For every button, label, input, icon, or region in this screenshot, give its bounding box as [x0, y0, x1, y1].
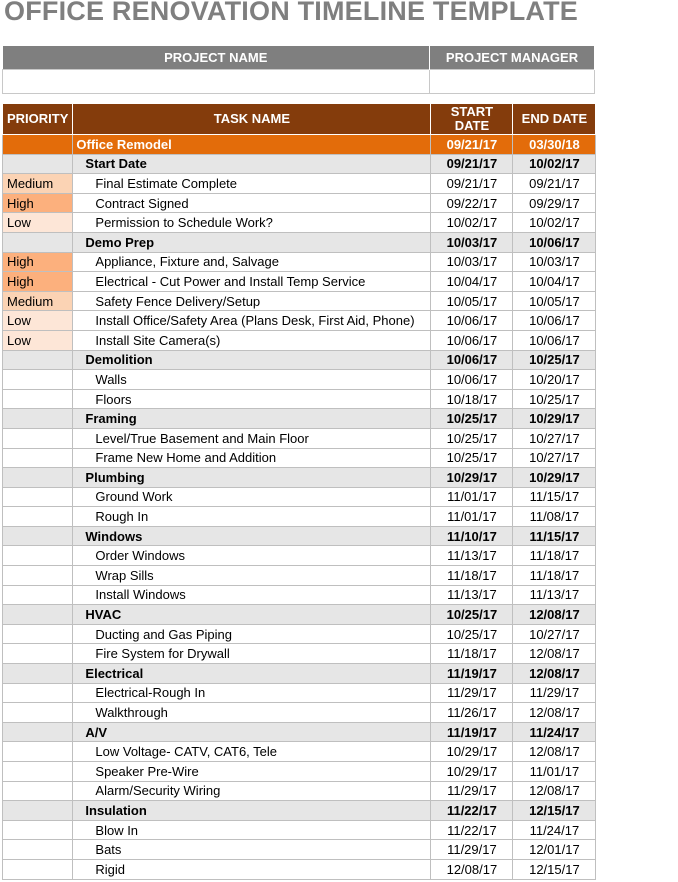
page-title: OFFICE RENOVATION TIMELINE TEMPLATE — [4, 0, 578, 26]
project-manager-field[interactable] — [430, 70, 595, 94]
task-name-cell[interactable]: Walls — [73, 370, 431, 390]
start-date-cell[interactable]: 11/18/17 — [431, 566, 513, 586]
end-date-cell[interactable]: 11/13/17 — [513, 585, 596, 605]
task-row — [3, 840, 596, 860]
end-date-cell[interactable]: 12/01/17 — [513, 840, 596, 860]
priority-cell[interactable] — [3, 370, 73, 390]
task-row — [3, 448, 596, 468]
task-name-cell[interactable]: Install Office/Safety Area (Plans Desk, First Aid, Phone) — [73, 311, 431, 331]
task-row — [3, 683, 596, 703]
project-name-field[interactable] — [3, 70, 430, 94]
phase-row — [3, 350, 596, 370]
priority-cell[interactable]: High — [3, 272, 73, 292]
start-date-cell[interactable]: 10/25/17 — [431, 624, 513, 644]
start-date-cell[interactable]: 10/25/17 — [431, 605, 513, 625]
task-name-cell[interactable]: Floors — [73, 389, 431, 409]
priority-cell[interactable]: Low — [3, 213, 73, 233]
end-date-cell[interactable]: 10/04/17 — [513, 272, 596, 292]
task-name-cell[interactable]: Electrical — [73, 664, 431, 684]
end-date-cell[interactable]: 10/03/17 — [513, 252, 596, 272]
task-row — [3, 487, 596, 507]
start-date-cell[interactable]: 10/06/17 — [431, 370, 513, 390]
task-row — [3, 507, 596, 527]
end-date-cell[interactable]: 11/18/17 — [513, 566, 596, 586]
task-name-cell[interactable]: Install Site Camera(s) — [73, 330, 431, 350]
end-date-cell[interactable]: 10/27/17 — [513, 448, 596, 468]
task-row — [3, 174, 596, 194]
start-date-cell[interactable]: 11/22/17 — [431, 820, 513, 840]
task-name-cell[interactable]: Walkthrough — [73, 703, 431, 723]
start-date-cell[interactable]: 10/25/17 — [431, 448, 513, 468]
task-name-cell[interactable]: Rough In — [73, 507, 431, 527]
timeline-table — [2, 103, 596, 880]
task-name-cell[interactable]: Final Estimate Complete — [73, 174, 431, 194]
priority-cell[interactable]: High — [3, 193, 73, 213]
priority-cell[interactable] — [3, 526, 73, 546]
phase-row — [3, 722, 596, 742]
task-row — [3, 585, 596, 605]
task-name-cell[interactable]: Demolition — [73, 350, 431, 370]
project-name-label: PROJECT NAME — [3, 46, 430, 70]
end-date-cell[interactable]: 12/15/17 — [513, 859, 596, 879]
priority-cell[interactable] — [3, 722, 73, 742]
end-date-cell[interactable]: 11/15/17 — [513, 487, 596, 507]
task-name-cell[interactable]: Plumbing — [73, 468, 431, 488]
task-name-cell[interactable]: Windows — [73, 526, 431, 546]
end-date-cell[interactable]: 10/05/17 — [513, 291, 596, 311]
start-date-cell[interactable]: 10/06/17 — [431, 350, 513, 370]
task-row — [3, 624, 596, 644]
task-row — [3, 762, 596, 782]
end-date-cell[interactable]: 12/08/17 — [513, 781, 596, 801]
task-row — [3, 370, 596, 390]
task-row — [3, 272, 596, 292]
timeline-rows — [3, 135, 596, 880]
task-name-cell[interactable]: Contract Signed — [73, 193, 431, 213]
start-date-cell[interactable]: 11/13/17 — [431, 585, 513, 605]
start-date-cell[interactable]: 10/25/17 — [431, 409, 513, 429]
end-date-cell[interactable]: 10/27/17 — [513, 428, 596, 448]
start-date-cell[interactable]: 10/06/17 — [431, 311, 513, 331]
end-date-cell[interactable]: 12/08/17 — [513, 664, 596, 684]
priority-cell[interactable]: High — [3, 252, 73, 272]
task-name-cell[interactable]: Office Remodel — [73, 135, 431, 155]
task-row — [3, 781, 596, 801]
phase-row — [3, 801, 596, 821]
priority-cell[interactable] — [3, 428, 73, 448]
start-date-cell[interactable]: 10/03/17 — [431, 252, 513, 272]
start-date-cell[interactable]: 10/18/17 — [431, 389, 513, 409]
start-date-cell[interactable]: 10/03/17 — [431, 232, 513, 252]
task-name-cell[interactable]: A/V — [73, 722, 431, 742]
task-name-cell[interactable]: Ground Work — [73, 487, 431, 507]
priority-cell[interactable] — [3, 546, 73, 566]
priority-cell[interactable] — [3, 409, 73, 429]
priority-column-header: PRIORITY — [3, 104, 73, 135]
start-date-cell[interactable]: 10/29/17 — [431, 468, 513, 488]
task-name-cell[interactable]: Insulation — [73, 801, 431, 821]
phase-row — [3, 468, 596, 488]
end-date-cell[interactable]: 10/02/17 — [513, 154, 596, 174]
priority-cell[interactable] — [3, 801, 73, 821]
task-row — [3, 820, 596, 840]
task-name-cell[interactable]: HVAC — [73, 605, 431, 625]
end-date-cell[interactable]: 10/29/17 — [513, 468, 596, 488]
table-header-row — [3, 104, 596, 135]
end-date-cell[interactable]: 11/24/17 — [513, 722, 596, 742]
phase-row — [3, 154, 596, 174]
priority-cell[interactable] — [3, 644, 73, 664]
task-name-cell[interactable]: Alarm/Security Wiring — [73, 781, 431, 801]
task-name-cell[interactable]: Blow In — [73, 820, 431, 840]
task-name-cell[interactable]: Demo Prep — [73, 232, 431, 252]
end-date-cell[interactable]: 03/30/18 — [513, 135, 596, 155]
priority-cell[interactable] — [3, 389, 73, 409]
task-name-cell[interactable]: Install Windows — [73, 585, 431, 605]
start-date-cell[interactable]: 11/10/17 — [431, 526, 513, 546]
start-date-cell[interactable]: 11/29/17 — [431, 683, 513, 703]
end-date-cell[interactable]: 12/08/17 — [513, 605, 596, 625]
task-row — [3, 193, 596, 213]
priority-cell[interactable] — [3, 742, 73, 762]
start-date-cell[interactable]: 11/22/17 — [431, 801, 513, 821]
task-name-cell[interactable]: Appliance, Fixture and, Salvage — [73, 252, 431, 272]
task-name-cell[interactable]: Rigid — [73, 859, 431, 879]
end-date-column-header: END DATE — [513, 104, 596, 135]
task-name-cell[interactable]: Safety Fence Delivery/Setup — [73, 291, 431, 311]
priority-cell[interactable] — [3, 154, 73, 174]
start-date-cell[interactable]: 10/29/17 — [431, 742, 513, 762]
start-date-cell[interactable]: 09/21/17 — [431, 135, 513, 155]
start-date-cell[interactable]: 11/19/17 — [431, 722, 513, 742]
priority-cell[interactable] — [3, 820, 73, 840]
task-name-column-header: TASK NAME — [73, 104, 431, 135]
end-date-cell[interactable]: 10/20/17 — [513, 370, 596, 390]
start-date-cell[interactable]: 11/13/17 — [431, 546, 513, 566]
priority-cell[interactable] — [3, 840, 73, 860]
start-date-cell[interactable]: 10/06/17 — [431, 330, 513, 350]
start-date-cell[interactable]: 10/29/17 — [431, 762, 513, 782]
start-date-cell[interactable]: 11/26/17 — [431, 703, 513, 723]
end-date-cell[interactable]: 10/06/17 — [513, 330, 596, 350]
end-date-cell[interactable]: 11/29/17 — [513, 683, 596, 703]
priority-cell[interactable] — [3, 781, 73, 801]
task-row — [3, 859, 596, 879]
task-name-cell[interactable]: Framing — [73, 409, 431, 429]
priority-cell[interactable] — [3, 448, 73, 468]
task-name-cell[interactable]: Electrical - Cut Power and Install Temp Service — [73, 272, 431, 292]
priority-cell[interactable] — [3, 664, 73, 684]
priority-cell[interactable] — [3, 566, 73, 586]
priority-cell[interactable]: Medium — [3, 291, 73, 311]
task-row — [3, 291, 596, 311]
task-row — [3, 213, 596, 233]
end-date-cell[interactable]: 11/24/17 — [513, 820, 596, 840]
priority-cell[interactable] — [3, 762, 73, 782]
task-row — [3, 644, 596, 664]
start-date-cell[interactable]: 09/21/17 — [431, 154, 513, 174]
task-row — [3, 742, 596, 762]
start-date-cell[interactable]: 11/29/17 — [431, 781, 513, 801]
project-info-table — [2, 46, 595, 94]
end-date-cell[interactable]: 12/15/17 — [513, 801, 596, 821]
end-date-cell[interactable]: 10/27/17 — [513, 624, 596, 644]
task-row — [3, 330, 596, 350]
task-name-cell[interactable]: Frame New Home and Addition — [73, 448, 431, 468]
start-date-cell[interactable]: 10/25/17 — [431, 428, 513, 448]
task-row — [3, 389, 596, 409]
task-name-cell[interactable]: Electrical-Rough In — [73, 683, 431, 703]
task-row — [3, 566, 596, 586]
priority-cell[interactable]: Medium — [3, 174, 73, 194]
priority-cell[interactable] — [3, 624, 73, 644]
start-date-cell[interactable]: 11/18/17 — [431, 644, 513, 664]
start-date-cell[interactable]: 12/08/17 — [431, 859, 513, 879]
project-manager-label: PROJECT MANAGER — [430, 46, 595, 70]
end-date-cell[interactable]: 09/21/17 — [513, 174, 596, 194]
start-date-cell[interactable]: 11/01/17 — [431, 487, 513, 507]
end-date-cell[interactable]: 10/29/17 — [513, 409, 596, 429]
end-date-cell[interactable]: 11/01/17 — [513, 762, 596, 782]
priority-cell[interactable] — [3, 487, 73, 507]
end-date-cell[interactable]: 11/08/17 — [513, 507, 596, 527]
task-row — [3, 252, 596, 272]
phase-row — [3, 232, 596, 252]
priority-cell[interactable] — [3, 703, 73, 723]
end-date-cell[interactable]: 12/08/17 — [513, 703, 596, 723]
task-row — [3, 703, 596, 723]
priority-cell[interactable] — [3, 585, 73, 605]
priority-cell[interactable] — [3, 468, 73, 488]
task-name-cell[interactable]: Permission to Schedule Work? — [73, 213, 431, 233]
task-name-cell[interactable]: Wrap Sills — [73, 566, 431, 586]
task-name-cell[interactable]: Fire System for Drywall — [73, 644, 431, 664]
phase-row — [3, 409, 596, 429]
priority-cell[interactable] — [3, 683, 73, 703]
end-date-cell[interactable]: 09/29/17 — [513, 193, 596, 213]
task-name-cell[interactable]: Speaker Pre-Wire — [73, 762, 431, 782]
phase-row — [3, 526, 596, 546]
end-date-cell[interactable]: 11/18/17 — [513, 546, 596, 566]
priority-cell[interactable] — [3, 232, 73, 252]
start-date-column-header: START DATE — [431, 104, 513, 135]
start-date-cell[interactable]: 10/05/17 — [431, 291, 513, 311]
end-date-cell[interactable]: 12/08/17 — [513, 644, 596, 664]
priority-cell[interactable]: Low — [3, 330, 73, 350]
start-date-cell[interactable]: 11/29/17 — [431, 840, 513, 860]
phase-row — [3, 605, 596, 625]
end-date-cell[interactable]: 10/25/17 — [513, 389, 596, 409]
task-row — [3, 311, 596, 331]
priority-cell[interactable] — [3, 605, 73, 625]
priority-cell[interactable]: Low — [3, 311, 73, 331]
start-date-cell[interactable]: 09/21/17 — [431, 174, 513, 194]
task-name-cell[interactable]: Ducting and Gas Piping — [73, 624, 431, 644]
start-date-cell[interactable]: 11/01/17 — [431, 507, 513, 527]
start-date-cell[interactable]: 10/04/17 — [431, 272, 513, 292]
start-date-cell[interactable]: 10/02/17 — [431, 213, 513, 233]
end-date-cell[interactable]: 10/02/17 — [513, 213, 596, 233]
priority-cell[interactable] — [3, 507, 73, 527]
priority-cell[interactable] — [3, 350, 73, 370]
task-row — [3, 428, 596, 448]
end-date-cell[interactable]: 10/25/17 — [513, 350, 596, 370]
project-row — [3, 135, 596, 155]
end-date-cell[interactable]: 12/08/17 — [513, 742, 596, 762]
task-name-cell[interactable]: Bats — [73, 840, 431, 860]
priority-cell[interactable] — [3, 859, 73, 879]
task-name-cell[interactable]: Level/True Basement and Main Floor — [73, 428, 431, 448]
start-date-cell[interactable]: 11/19/17 — [431, 664, 513, 684]
start-date-cell[interactable]: 09/22/17 — [431, 193, 513, 213]
end-date-cell[interactable]: 11/15/17 — [513, 526, 596, 546]
phase-row — [3, 664, 596, 684]
priority-cell[interactable] — [3, 135, 73, 155]
task-name-cell[interactable]: Low Voltage- CATV, CAT6, Tele — [73, 742, 431, 762]
task-name-cell[interactable]: Order Windows — [73, 546, 431, 566]
end-date-cell[interactable]: 10/06/17 — [513, 311, 596, 331]
end-date-cell[interactable]: 10/06/17 — [513, 232, 596, 252]
task-name-cell[interactable]: Start Date — [73, 154, 431, 174]
task-row — [3, 546, 596, 566]
